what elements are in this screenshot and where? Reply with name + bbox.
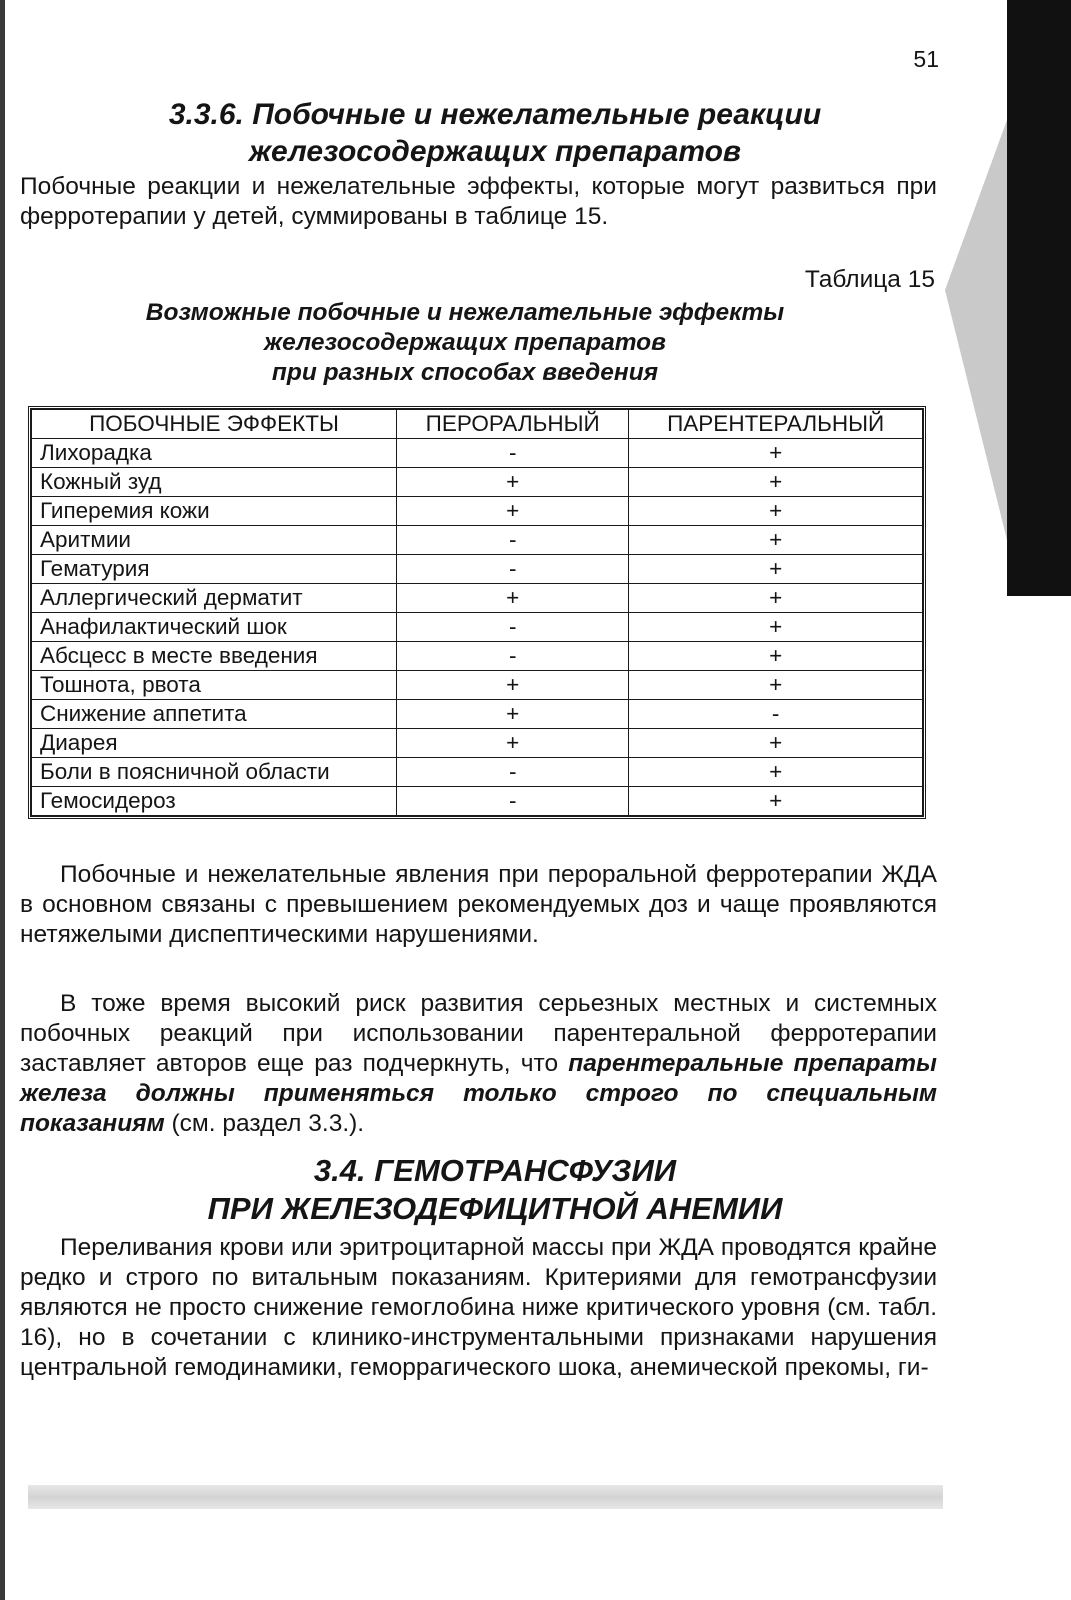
oral-cell: - [397,526,629,555]
section-2-title [100,1152,890,1228]
effect-cell: Диарея [32,729,397,758]
oral-cell: + [397,584,629,613]
warning-text: В тоже время высокий риск развития серьезных местных и системных побочных реакций при использовании парентеральной ферротерапии заставляет авторов еще раз подчеркнуть, что [20,990,937,1077]
table-row [32,613,923,642]
parenteral-cell: + [629,584,923,613]
effect-cell: Аритмии [32,526,397,555]
side-effects-table [31,409,923,816]
table-caption-line-1: Возможные побочные и нежелательные эффекты [145,299,785,326]
effect-cell: Абсцесс в месте введения [32,642,397,671]
oral-cell: - [397,642,629,671]
parenteral-cell: + [629,729,923,758]
oral-side-effects-paragraph: Побочные и нежелательные явления при пероральной ферротерапии ЖДА в основном связаны с превышением рекомендуемых доз и чаще проявляются нетяжелыми диспептическими нарушениями. [20,861,937,948]
parenteral-cell: + [629,439,923,468]
table-row [32,787,923,816]
oral-cell: - [397,613,629,642]
oral-cell: + [397,729,629,758]
parenteral-cell: - [629,700,923,729]
table-row [32,497,923,526]
effect-cell: Аллергический дерматит [32,584,397,613]
parenteral-warning-paragraph [20,989,937,1139]
parenteral-cell: + [629,671,923,700]
effect-cell: Снижение аппетита [32,700,397,729]
effect-cell: Тошнота, рвота [32,671,397,700]
effect-cell: Лихорадка [32,439,397,468]
table-label: Таблица 15 [804,266,935,293]
section-title-line-2: железосодержащих препаратов [248,135,742,168]
oral-cell: + [397,497,629,526]
oral-cell: + [397,468,629,497]
effect-cell: Кожный зуд [32,468,397,497]
transfusion-paragraph: Переливания крови или эритроцитарной массы при ЖДА проводятся крайне редко и строго по витальным показаниям. Критериями для гемотрансфузии являются не просто снижение гемоглобина ниже критического уровня (см. табл. 16), но в сочетании с клинико-инструментальными признаками нарушения центральной гемодинамики, геморрагического шока, анемической прекомы, ги- [20,1234,937,1381]
table-row [32,642,923,671]
scan-spine-shadow [1007,0,1071,596]
table-row [32,439,923,468]
effect-cell: Гемосидероз [32,787,397,816]
warning-emphasis: парентеральные препараты железа должны применяться только строго по специальным показаниям [20,1050,937,1137]
oral-cell: - [397,787,629,816]
oral-cell: + [397,671,629,700]
table-row [32,584,923,613]
scan-left-edge [0,0,5,1600]
oral-cell: - [397,555,629,584]
table-row [32,555,923,584]
table-row [32,700,923,729]
header-effects: ПОБОЧНЫЕ ЭФФЕКТЫ [32,410,397,439]
scan-bleed-through [28,1485,943,1509]
parenteral-cell: + [629,468,923,497]
effect-cell: Гиперемия кожи [32,497,397,526]
warning-reference: (см. раздел 3.3.). [164,1110,365,1137]
table-row [32,758,923,787]
table-header-row [32,410,923,439]
section-title [100,96,890,170]
section-2-title-line-1: 3.4. ГЕМОТРАНСФУЗИИ [313,1153,677,1188]
parenteral-cell: + [629,787,923,816]
table-row [32,729,923,758]
table-row [32,468,923,497]
oral-cell: - [397,758,629,787]
effect-cell: Гематурия [32,555,397,584]
section-title-line-1: 3.3.6. Побочные и нежелательные реакции [168,98,822,131]
table-row [32,671,923,700]
parenteral-cell: + [629,758,923,787]
table-row [32,526,923,555]
table-caption-line-2: железосодержащих препаратов [264,329,666,356]
table-caption [60,298,870,388]
effect-cell: Боли в поясничной области [32,758,397,787]
parenteral-cell: + [629,642,923,671]
effect-cell: Анафилактический шок [32,613,397,642]
parenteral-cell: + [629,497,923,526]
page-number: 51 [913,46,939,72]
scan-spine-fold [945,120,1007,540]
section-2-title-line-2: ПРИ ЖЕЛЕЗОДЕФИЦИТНОЙ АНЕМИИ [207,1191,783,1226]
parenteral-cell: + [629,613,923,642]
intro-paragraph: Побочные реакции и нежелательные эффекты, которые могут развиться при ферротерапии у детей, суммированы в таблице 15. [20,173,937,230]
table-caption-line-3: при разных способах введения [271,359,659,386]
parenteral-cell: + [629,555,923,584]
side-effects-table-frame [28,406,926,819]
header-parenteral: ПАРЕНТЕРАЛЬНЫЙ [629,410,923,439]
parenteral-cell: + [629,526,923,555]
oral-cell: - [397,439,629,468]
oral-cell: + [397,700,629,729]
header-oral: ПЕРОРАЛЬНЫЙ [397,410,629,439]
